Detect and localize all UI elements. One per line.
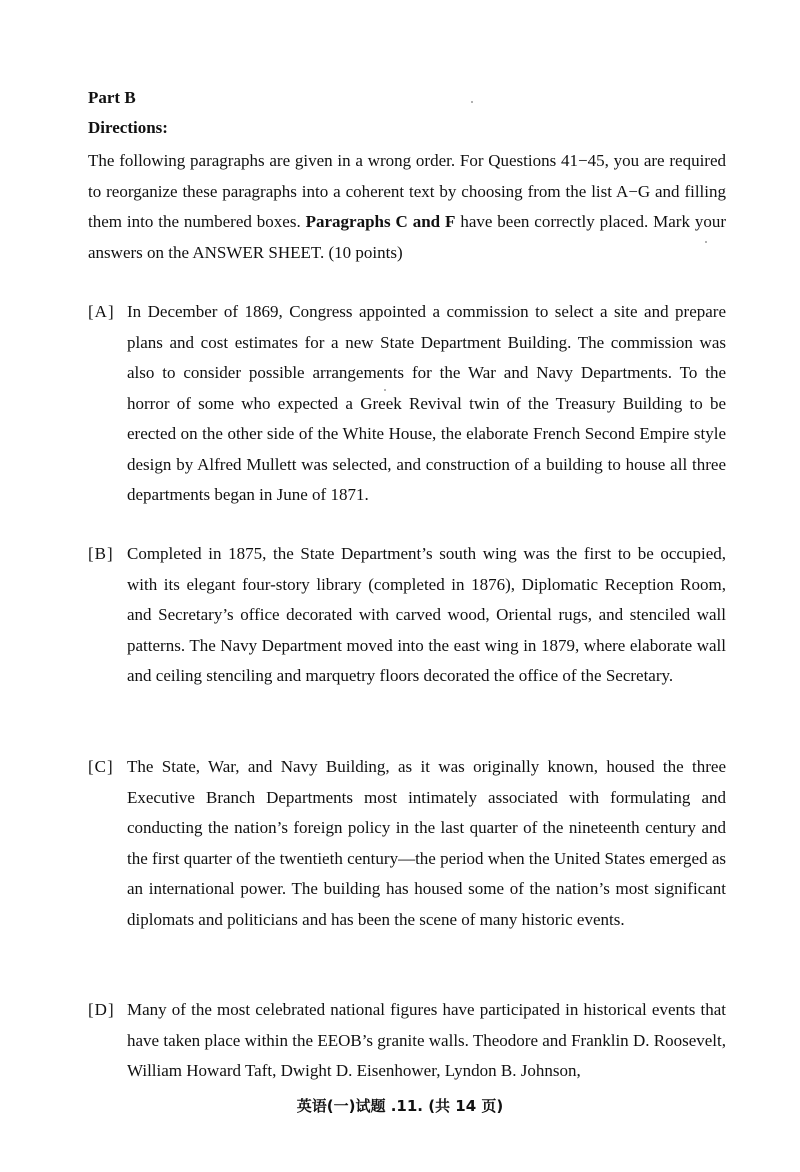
directions-bold: Paragraphs C and F [305, 212, 456, 231]
paragraph-label: [B] [88, 544, 114, 563]
paragraph-text: Completed in 1875, the State Department’s south wing was the first to be occupied, with its elegant four-story library (completed in 1876), Diplomatic Reception Room, and Secretary’s office decorated with carved wood, Oriental rugs, and stenciled wall patterns. The Navy Department moved into the east wing in 1879, where elaborate wall and ceiling stenciling and marquetry floors decorated the office of the Secretary. [127, 544, 726, 685]
directions-text [88, 146, 726, 268]
paragraph-text: In December of 1869, Congress appointed a commission to select a site and prepare plans and cost estimates for a new State Department Building. The commission was also to consider possible arrangements for the War and Navy Departments. To the horror of some who expected a Greek Revival twin of the Treasury Building to be erected on the other side of the White House, the elaborate French Second Empire style design by Alfred Mullett was selected, and construction of a building to house all three departments began in June of 1871. [127, 302, 726, 504]
paragraph-c [88, 752, 726, 935]
page-footer: 英语(一)试题 .11. (共 14 页) [296, 1097, 504, 1115]
part-title: Part B [88, 88, 136, 107]
scan-speck [384, 389, 386, 391]
paragraph-label: [C] [88, 757, 114, 776]
paragraph-b [88, 539, 726, 692]
paragraph-label: [A] [88, 302, 115, 321]
scan-speck [705, 241, 707, 243]
directions-title: Directions: [88, 118, 168, 137]
paragraph-text: The State, War, and Navy Building, as it was originally known, housed the three Executive Branch Departments most intimately associated with formulating and conducting the nation’s foreign policy in the last quarter of the nineteenth century and the first quarter of the twentieth century—the period when the United States emerged as an international power. The building has housed some of the nation’s most significant diplomats and politicians and has been the scene of many historic events. [127, 757, 726, 929]
directions-text-2: have been correctly placed. Mark your answers on the ANSWER SHEET. (10 points) [88, 212, 727, 262]
directions-text-1: The following paragraphs are given in a wrong order. For Questions 41−45, you are required to reorganize these paragraphs into a coherent text by choosing from the list A−G and filling them into the numbered boxes. [88, 151, 726, 231]
scan-speck [471, 101, 473, 103]
paragraph-text: Many of the most celebrated national figures have participated in historical events that have taken place within the EEOB’s granite walls. Theodore and Franklin D. Roosevelt, William Howard Taft, Dwight D. Eisenhower, Lyndon B. Johnson, [127, 1000, 726, 1080]
paragraph-label: [D] [88, 1000, 115, 1019]
paragraph-d [88, 995, 726, 1087]
paragraph-a [88, 297, 726, 511]
